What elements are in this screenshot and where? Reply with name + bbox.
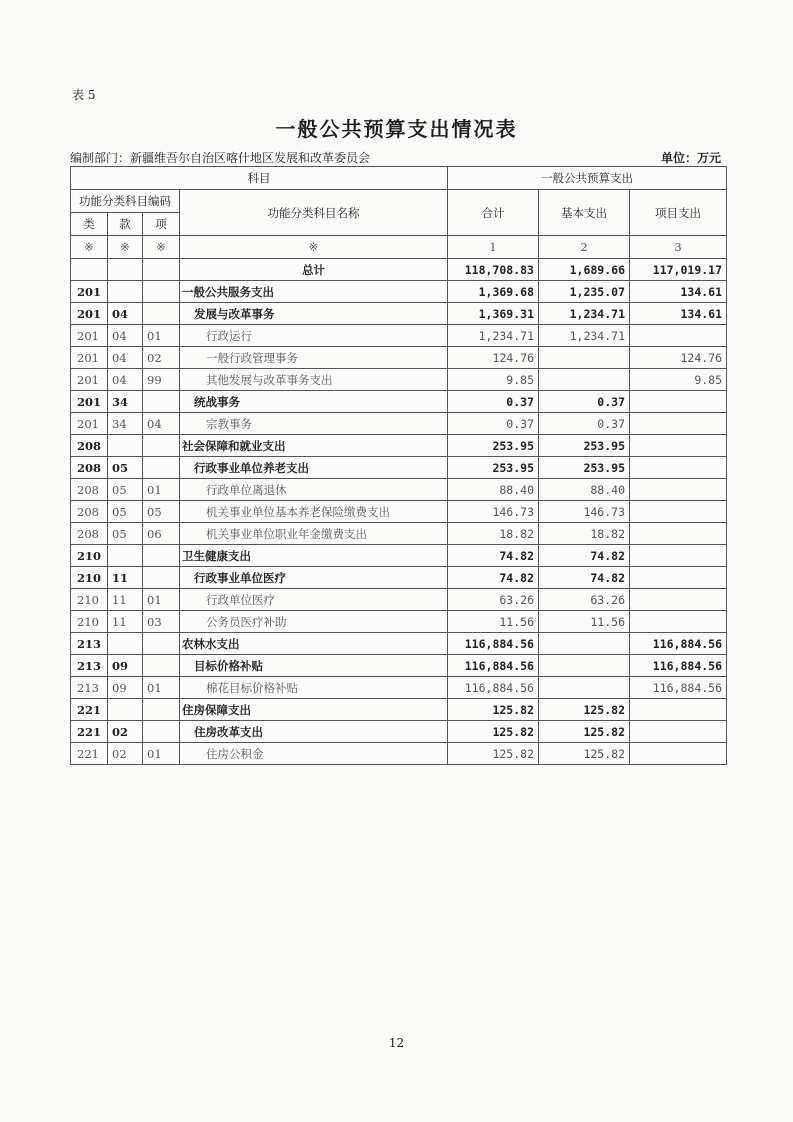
code-lei: 208 (71, 457, 108, 479)
table-row (71, 479, 727, 501)
code-xiang: 01 (143, 589, 180, 611)
table-row (71, 457, 727, 479)
amount-basic: 11.56 (539, 611, 630, 633)
item-name: 卫生健康支出 (180, 545, 448, 567)
amount-project (630, 699, 727, 721)
total-project: 117,019.17 (630, 259, 727, 281)
code-kuan: 02 (108, 743, 143, 765)
code-kuan: 34 (108, 413, 143, 435)
amount-basic (539, 655, 630, 677)
item-name: 行政事业单位养老支出 (180, 457, 448, 479)
amount-basic: 0.37 (539, 413, 630, 435)
item-name: 发展与改革事务 (180, 303, 448, 325)
code-xiang: 06 (143, 523, 180, 545)
amount-project (630, 589, 727, 611)
amount-project (630, 435, 727, 457)
amount-total: 74.82 (448, 545, 539, 567)
amount-basic: 63.26 (539, 589, 630, 611)
amount-basic: 1,234.71 (539, 303, 630, 325)
item-name: 行政单位医疗 (180, 589, 448, 611)
index-cell: 2 (539, 236, 630, 259)
code-kuan: 11 (108, 589, 143, 611)
item-name: 统战事务 (180, 391, 448, 413)
code-lei: 201 (71, 391, 108, 413)
code-kuan: 09 (108, 655, 143, 677)
code-xiang (143, 391, 180, 413)
table-row (71, 501, 727, 523)
code-kuan (108, 633, 143, 655)
code-kuan: 02 (108, 721, 143, 743)
amount-basic: 0.37 (539, 391, 630, 413)
amount-project (630, 545, 727, 567)
code-xiang (143, 435, 180, 457)
amount-total: 116,884.56 (448, 677, 539, 699)
amount-project (630, 721, 727, 743)
code-xiang (143, 457, 180, 479)
table-row (71, 611, 727, 633)
organization-label: 编制部门：新疆维吾尔自治区喀什地区发展和改革委员会 (70, 151, 371, 165)
unit-label: 单位：万元 (660, 151, 721, 165)
item-name: 机关事业单位基本养老保险缴费支出 (180, 501, 448, 523)
amount-total: 1,234.71 (448, 325, 539, 347)
header-subject: 科目 (71, 167, 448, 190)
header-lei: 类 (71, 213, 108, 236)
budget-table (70, 166, 727, 765)
code-lei: 201 (71, 369, 108, 391)
code-xiang: 01 (143, 479, 180, 501)
code-lei: 221 (71, 721, 108, 743)
amount-basic: 88.40 (539, 479, 630, 501)
mark-cell: ※ (108, 236, 143, 259)
table-row (71, 699, 727, 721)
code-xiang: 01 (143, 325, 180, 347)
code-kuan: 04 (108, 303, 143, 325)
total-label: 总计 (180, 259, 448, 281)
amount-total: 88.40 (448, 479, 539, 501)
index-cell: 3 (630, 236, 727, 259)
amount-project (630, 413, 727, 435)
amount-total: 125.82 (448, 743, 539, 765)
item-name: 机关事业单位职业年金缴费支出 (180, 523, 448, 545)
item-name: 目标价格补贴 (180, 655, 448, 677)
amount-basic: 18.82 (539, 523, 630, 545)
code-lei: 208 (71, 479, 108, 501)
code-lei: 210 (71, 589, 108, 611)
table-row (71, 743, 727, 765)
code-xiang (143, 303, 180, 325)
amount-basic: 1,235.07 (539, 281, 630, 303)
code-lei: 210 (71, 567, 108, 589)
header-budget: 一般公共预算支出 (448, 167, 727, 190)
header-code-group: 功能分类科目编码 (71, 190, 180, 213)
code-lei: 208 (71, 523, 108, 545)
code-lei: 213 (71, 677, 108, 699)
code-kuan: 04 (108, 347, 143, 369)
code-xiang: 05 (143, 501, 180, 523)
code-xiang (143, 699, 180, 721)
amount-total: 74.82 (448, 567, 539, 589)
item-name: 一般行政管理事务 (180, 347, 448, 369)
code-lei: 201 (71, 413, 108, 435)
amount-total: 63.26 (448, 589, 539, 611)
header-kuan: 款 (108, 213, 143, 236)
code-xiang (143, 567, 180, 589)
code-lei: 201 (71, 325, 108, 347)
table-tag: 表 5 (72, 88, 96, 102)
code-lei: 210 (71, 545, 108, 567)
item-name: 社会保障和就业支出 (180, 435, 448, 457)
code-lei: 221 (71, 699, 108, 721)
code-kuan: 04 (108, 369, 143, 391)
header-total: 合计 (448, 190, 539, 236)
code-lei: 201 (71, 281, 108, 303)
code-xiang: 01 (143, 743, 180, 765)
amount-project: 134.61 (630, 281, 727, 303)
table-row (71, 347, 727, 369)
amount-project (630, 611, 727, 633)
code-xiang (143, 655, 180, 677)
total-row (71, 259, 727, 281)
amount-total: 0.37 (448, 413, 539, 435)
item-name: 棉花目标价格补贴 (180, 677, 448, 699)
header-project: 项目支出 (630, 190, 727, 236)
item-name: 其他发展与改革事务支出 (180, 369, 448, 391)
code-xiang (143, 545, 180, 567)
amount-project: 116,884.56 (630, 655, 727, 677)
code-kuan: 05 (108, 479, 143, 501)
amount-project: 134.61 (630, 303, 727, 325)
amount-total: 146.73 (448, 501, 539, 523)
code-lei: 208 (71, 501, 108, 523)
code-xiang: 02 (143, 347, 180, 369)
item-name: 住房改革支出 (180, 721, 448, 743)
amount-project (630, 567, 727, 589)
code-kuan: 09 (108, 677, 143, 699)
amount-project (630, 391, 727, 413)
code-kuan: 05 (108, 457, 143, 479)
amount-total: 11.56 (448, 611, 539, 633)
index-cell: 1 (448, 236, 539, 259)
code-lei: 221 (71, 743, 108, 765)
total-basic: 1,689.66 (539, 259, 630, 281)
code-kuan: 11 (108, 611, 143, 633)
table-row (71, 435, 727, 457)
amount-basic: 253.95 (539, 457, 630, 479)
item-name: 行政事业单位医疗 (180, 567, 448, 589)
table-row (71, 523, 727, 545)
amount-basic (539, 347, 630, 369)
amount-basic: 74.82 (539, 567, 630, 589)
code-kuan: 05 (108, 523, 143, 545)
amount-total: 116,884.56 (448, 655, 539, 677)
table-row (71, 721, 727, 743)
code-xiang: 03 (143, 611, 180, 633)
header-basic: 基本支出 (539, 190, 630, 236)
mark-cell: ※ (180, 236, 448, 259)
code-kuan: 05 (108, 501, 143, 523)
amount-project: 124.76 (630, 347, 727, 369)
amount-project (630, 457, 727, 479)
table-row (71, 677, 727, 699)
amount-basic: 74.82 (539, 545, 630, 567)
amount-project (630, 479, 727, 501)
amount-project: 9.85 (630, 369, 727, 391)
code-kuan (108, 281, 143, 303)
amount-total: 1,369.68 (448, 281, 539, 303)
mark-cell: ※ (143, 236, 180, 259)
amount-total: 253.95 (448, 457, 539, 479)
code-kuan (108, 435, 143, 457)
code-lei: 208 (71, 435, 108, 457)
table-row (71, 325, 727, 347)
code-lei: 201 (71, 347, 108, 369)
mark-cell: ※ (71, 236, 108, 259)
amount-total: 116,884.56 (448, 633, 539, 655)
table-row (71, 545, 727, 567)
code-xiang (143, 633, 180, 655)
item-name: 宗教事务 (180, 413, 448, 435)
amount-total: 9.85 (448, 369, 539, 391)
amount-total: 253.95 (448, 435, 539, 457)
code-xiang: 04 (143, 413, 180, 435)
code-kuan: 34 (108, 391, 143, 413)
amount-basic (539, 369, 630, 391)
header-name: 功能分类科目名称 (180, 190, 448, 236)
code-xiang (143, 281, 180, 303)
item-name: 公务员医疗补助 (180, 611, 448, 633)
code-xiang: 99 (143, 369, 180, 391)
amount-basic (539, 633, 630, 655)
code-lei: 210 (71, 611, 108, 633)
amount-project: 116,884.56 (630, 677, 727, 699)
amount-total: 18.82 (448, 523, 539, 545)
amount-total: 0.37 (448, 391, 539, 413)
item-name: 行政运行 (180, 325, 448, 347)
page-title: 一般公共预算支出情况表 (275, 117, 518, 141)
item-name: 住房保障支出 (180, 699, 448, 721)
amount-basic: 125.82 (539, 699, 630, 721)
amount-basic: 1,234.71 (539, 325, 630, 347)
amount-project (630, 325, 727, 347)
code-xiang: 01 (143, 677, 180, 699)
amount-basic: 125.82 (539, 721, 630, 743)
page-number: 12 (388, 1036, 405, 1050)
code-kuan (108, 545, 143, 567)
code-lei: 213 (71, 633, 108, 655)
code-lei: 201 (71, 303, 108, 325)
table-row (71, 369, 727, 391)
amount-basic: 125.82 (539, 743, 630, 765)
table-row (71, 391, 727, 413)
item-name: 行政单位离退休 (180, 479, 448, 501)
item-name: 农林水支出 (180, 633, 448, 655)
code-kuan: 04 (108, 325, 143, 347)
code-lei: 213 (71, 655, 108, 677)
amount-basic: 146.73 (539, 501, 630, 523)
table-row (71, 655, 727, 677)
amount-basic (539, 677, 630, 699)
header-xiang: 项 (143, 213, 180, 236)
table-row (71, 633, 727, 655)
code-kuan (108, 699, 143, 721)
code-kuan: 11 (108, 567, 143, 589)
table-row (71, 303, 727, 325)
table-row (71, 413, 727, 435)
amount-total: 124.76 (448, 347, 539, 369)
item-name: 住房公积金 (180, 743, 448, 765)
item-name: 一般公共服务支出 (180, 281, 448, 303)
amount-project (630, 523, 727, 545)
table-row (71, 281, 727, 303)
amount-total: 1,369.31 (448, 303, 539, 325)
amount-basic: 253.95 (539, 435, 630, 457)
amount-project (630, 501, 727, 523)
table-row (71, 567, 727, 589)
code-xiang (143, 721, 180, 743)
amount-total: 125.82 (448, 721, 539, 743)
table-row (71, 589, 727, 611)
total-amount: 118,708.83 (448, 259, 539, 281)
amount-project (630, 743, 727, 765)
amount-project: 116,884.56 (630, 633, 727, 655)
amount-total: 125.82 (448, 699, 539, 721)
